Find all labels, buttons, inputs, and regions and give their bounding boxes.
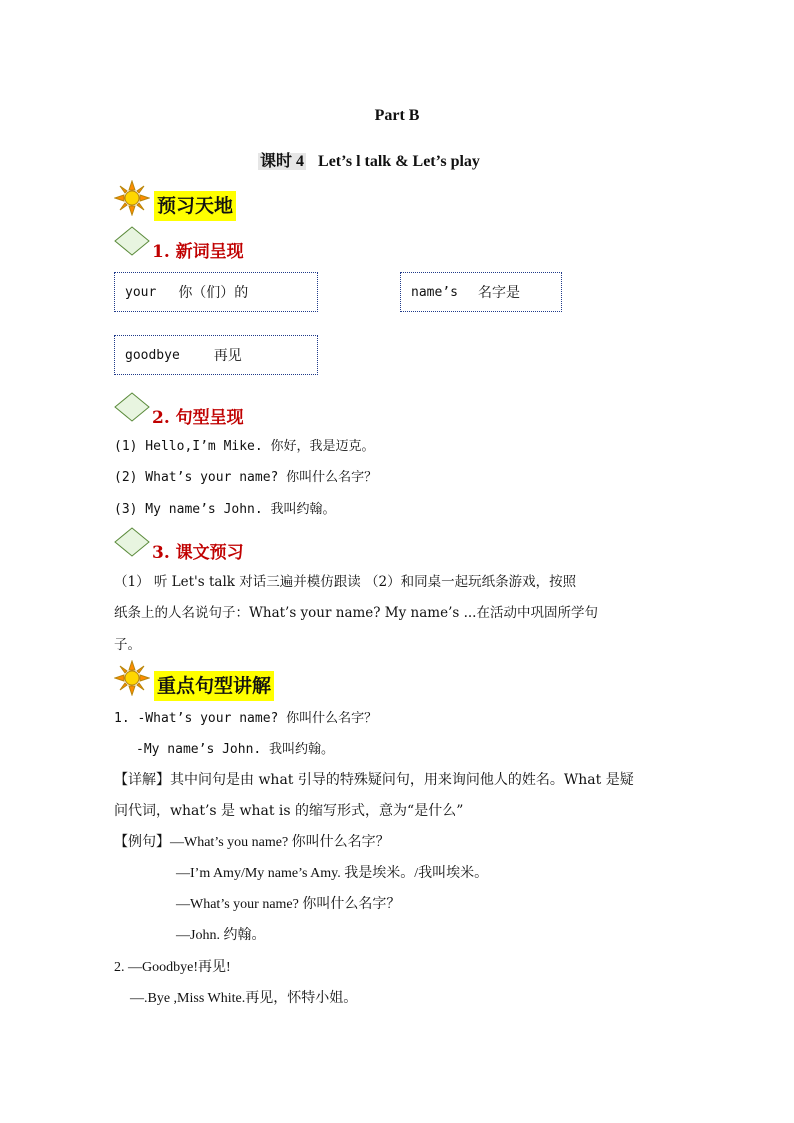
vocab-box xyxy=(114,272,318,312)
explain-line: —I’m Amy/My name’s Amy. 我是埃米。/我叫埃米。 xyxy=(176,866,489,881)
explain-line: —John. 约翰。 xyxy=(176,928,266,943)
preview-line: 纸条上的人名说句子：What’s your name? My name’s ...在活动中巩固所学句 xyxy=(114,605,598,621)
lesson-title xyxy=(258,148,480,171)
diamond-icon xyxy=(114,527,150,557)
sub1-title: 1. 新词呈现 xyxy=(152,242,244,262)
vocab-box xyxy=(400,272,562,312)
explain-line: 问代词，what’s 是 what is 的缩写形式，意为“是什么” xyxy=(114,803,464,819)
lesson-name: Let’s l talk & Let’s play xyxy=(318,153,480,170)
preview-line: 子。 xyxy=(114,637,141,653)
part-title: Part B xyxy=(374,107,420,124)
sentence-line: (2) What’s your name? 你叫什么名字？ xyxy=(114,470,378,485)
diamond-icon xyxy=(114,392,150,422)
vocab-zh: 名字是 xyxy=(477,285,520,301)
sun-icon xyxy=(114,180,150,216)
preview-line: （1） 听 Let's talk 对话三遍并模仿跟读 （2）和同桌一起玩纸条游戏，按照 xyxy=(114,574,577,590)
sub2-title: 2. 句型呈现 xyxy=(152,408,244,428)
explain-line: 1. -What’s your name? 你叫什么名字？ xyxy=(114,711,378,726)
explain-line: —.Bye ,Miss White.再见，怀特小姐。 xyxy=(130,991,358,1006)
diamond-icon xyxy=(114,226,150,256)
explain-line: 【详解】其中问句是由 what 引导的特殊疑问句，用来询问他人的姓名。What 是疑 xyxy=(114,772,634,788)
vocab-en: goodbye xyxy=(125,347,180,363)
vocab-zh: 再见 xyxy=(213,348,242,364)
sentence-line: (1) Hello,I’m Mike. 你好，我是迈克。 xyxy=(114,439,375,454)
explain-line: 2. —Goodbye!再见! xyxy=(114,960,231,975)
section-preview-header: 预习天地 xyxy=(154,191,236,221)
lesson-label: 课时 4 xyxy=(260,153,305,170)
sentence-line: (3) My name’s John. 我叫约翰。 xyxy=(114,502,336,517)
vocab-zh: 你（们）的 xyxy=(178,285,249,301)
vocab-en: your xyxy=(125,284,157,300)
vocab-en: name’s xyxy=(411,284,458,300)
explain-line: 【例句】—What’s you name? 你叫什么名字？ xyxy=(114,835,390,850)
sun-icon xyxy=(114,660,150,696)
section-key-sentences-header: 重点句型讲解 xyxy=(154,671,274,701)
sub3-title: 3. 课文预习 xyxy=(152,543,244,563)
explain-line: —What’s your name? 你叫什么名字？ xyxy=(176,897,401,912)
vocab-box xyxy=(114,335,318,375)
explain-line: -My name’s John. 我叫约翰。 xyxy=(136,742,335,757)
